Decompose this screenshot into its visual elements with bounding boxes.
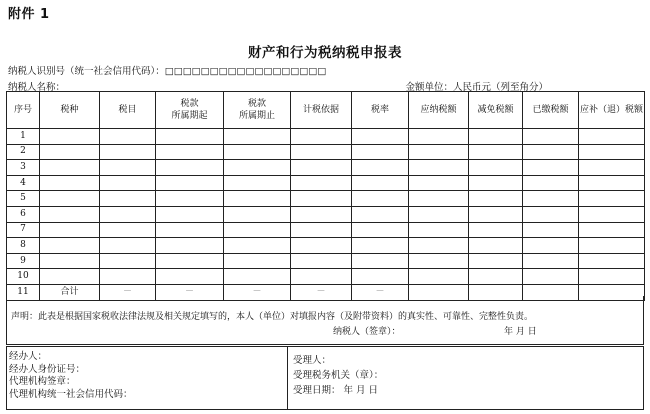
table-cell[interactable]: [224, 206, 291, 222]
handler-field[interactable]: 经办人：: [9, 351, 48, 362]
declaration-text: 声明：此表是根据国家税收法律法规及相关规定填写的，本人（单位）对填报内容（及附带资料）的真实性、可靠性、完整性负责。: [11, 312, 534, 322]
table-row: [7, 144, 645, 160]
table-cell[interactable]: [40, 191, 100, 207]
column-header: 税率: [352, 92, 409, 129]
table-cell[interactable]: [291, 222, 352, 238]
table-cell[interactable]: [100, 175, 156, 191]
table-cell[interactable]: [291, 191, 352, 207]
table-cell[interactable]: [523, 222, 579, 238]
column-header: 序号: [7, 92, 40, 129]
table-cell[interactable]: [224, 253, 291, 269]
table-cell[interactable]: [100, 222, 156, 238]
currency-unit-label: 金额单位：人民币元（列至角分）: [405, 82, 548, 93]
taxpayer-name-field[interactable]: 纳税人名称：: [8, 82, 66, 93]
table-cell[interactable]: [291, 269, 352, 285]
table-row: [7, 269, 645, 285]
table-cell[interactable]: [579, 269, 645, 285]
table-cell[interactable]: [352, 253, 409, 269]
table-cell[interactable]: [469, 160, 523, 176]
dash-cell: －: [352, 284, 409, 300]
table-cell[interactable]: [156, 160, 224, 176]
table-cell[interactable]: [579, 222, 645, 238]
table-row: [7, 206, 645, 222]
table-cell[interactable]: [40, 129, 100, 145]
attachment-label: 附件 1: [8, 7, 50, 22]
column-header: 应补（退）税额: [579, 92, 645, 129]
table-cell[interactable]: [523, 160, 579, 176]
table-cell[interactable]: [579, 238, 645, 254]
table-cell[interactable]: [523, 191, 579, 207]
table-cell[interactable]: [156, 175, 224, 191]
table-cell[interactable]: [409, 144, 469, 160]
table-cell[interactable]: [523, 144, 579, 160]
table-cell[interactable]: [224, 129, 291, 145]
row-index: 4: [7, 175, 40, 191]
row-index: 3: [7, 160, 40, 176]
table-cell[interactable]: [224, 160, 291, 176]
table-cell[interactable]: [100, 129, 156, 145]
table-cell[interactable]: [579, 191, 645, 207]
table-cell[interactable]: [156, 222, 224, 238]
table-cell[interactable]: [409, 238, 469, 254]
dash-cell: －: [100, 284, 156, 300]
table-cell[interactable]: [469, 144, 523, 160]
table-cell[interactable]: [579, 129, 645, 145]
taxpayer-id-field[interactable]: 纳税人识别号（统一社会信用代码）：□□□□□□□□□□□□□□□□□□: [8, 66, 327, 77]
column-header: 减免税额: [469, 92, 523, 129]
table-cell[interactable]: [579, 144, 645, 160]
table-cell[interactable]: [100, 269, 156, 285]
table-cell[interactable]: [100, 206, 156, 222]
column-header: 已缴税额: [523, 92, 579, 129]
handler-fields: [9, 351, 285, 401]
table-cell[interactable]: [40, 238, 100, 254]
table-cell[interactable]: [523, 206, 579, 222]
row-index: 7: [7, 222, 40, 238]
table-cell[interactable]: [100, 144, 156, 160]
table-cell[interactable]: [409, 222, 469, 238]
dash-cell: －: [291, 284, 352, 300]
table-cell[interactable]: [100, 191, 156, 207]
table-cell[interactable]: [579, 253, 645, 269]
table-cell[interactable]: [40, 222, 100, 238]
table-cell[interactable]: [409, 253, 469, 269]
row-index: 10: [7, 269, 40, 285]
table-header-row: [7, 92, 645, 129]
declaration-box: [6, 296, 644, 345]
table-cell[interactable]: [352, 144, 409, 160]
table-cell[interactable]: [469, 253, 523, 269]
table-cell[interactable]: [156, 238, 224, 254]
row-index: 8: [7, 238, 40, 254]
column-header: 计税依据: [291, 92, 352, 129]
table-cell[interactable]: [409, 206, 469, 222]
column-header: 税种: [40, 92, 100, 129]
table-row: [7, 129, 645, 145]
taxpayer-signature-field[interactable]: 纳税人（签章）：: [333, 327, 401, 337]
table-cell[interactable]: [224, 144, 291, 160]
handler-field[interactable]: 代理机构签章：: [9, 376, 76, 387]
table-cell[interactable]: [469, 191, 523, 207]
table-cell[interactable]: [469, 129, 523, 145]
section-divider: [287, 347, 288, 409]
table-cell[interactable]: [523, 238, 579, 254]
table-cell[interactable]: [156, 191, 224, 207]
table-cell[interactable]: [291, 160, 352, 176]
table-cell[interactable]: [100, 160, 156, 176]
declaration-date[interactable]: 年 月 日: [504, 327, 537, 337]
column-header: 应纳税额: [409, 92, 469, 129]
table-cell[interactable]: [523, 129, 579, 145]
table-cell[interactable]: [352, 175, 409, 191]
table-cell[interactable]: [100, 238, 156, 254]
table-cell[interactable]: [291, 175, 352, 191]
table-cell[interactable]: [579, 160, 645, 176]
table-cell[interactable]: [352, 129, 409, 145]
table-cell[interactable]: [523, 269, 579, 285]
table-row: [7, 238, 645, 254]
column-header: 税款 所属期起: [156, 92, 224, 129]
table-row: [7, 191, 645, 207]
handler-field[interactable]: 经办人身份证号：: [9, 363, 86, 375]
table-cell[interactable]: [224, 175, 291, 191]
table-cell[interactable]: [579, 206, 645, 222]
table-cell[interactable]: [469, 222, 523, 238]
row-index: 1: [7, 129, 40, 145]
table-cell[interactable]: [579, 175, 645, 191]
table-cell[interactable]: [40, 175, 100, 191]
table-cell[interactable]: [409, 160, 469, 176]
table-cell[interactable]: [409, 175, 469, 191]
row-index: 5: [7, 191, 40, 207]
table-cell[interactable]: [40, 144, 100, 160]
table-cell[interactable]: [352, 238, 409, 254]
table-row: [7, 222, 645, 238]
column-header: 税目: [100, 92, 156, 129]
table-cell[interactable]: [156, 206, 224, 222]
table-cell[interactable]: [409, 129, 469, 145]
table-cell[interactable]: [156, 253, 224, 269]
table-cell[interactable]: [352, 269, 409, 285]
table-row: [7, 160, 645, 176]
table-cell[interactable]: [40, 160, 100, 176]
table-cell[interactable]: [409, 191, 469, 207]
handler-field[interactable]: 代理机构统一社会信用代码：: [9, 388, 133, 400]
acceptance-fields: [293, 353, 383, 398]
total-label: 合计: [40, 284, 100, 300]
table-cell[interactable]: [224, 222, 291, 238]
table-row: [7, 175, 645, 191]
table-cell[interactable]: [291, 253, 352, 269]
dash-cell: －: [224, 284, 291, 300]
table-cell[interactable]: [291, 129, 352, 145]
handler-section: [6, 346, 644, 410]
row-index: 9: [7, 253, 40, 269]
table-cell[interactable]: [156, 129, 224, 145]
table-cell[interactable]: [469, 175, 523, 191]
table-cell[interactable]: [352, 206, 409, 222]
table-cell[interactable]: [224, 238, 291, 254]
table-row: [7, 253, 645, 269]
table-cell[interactable]: [40, 269, 100, 285]
table-cell[interactable]: [523, 253, 579, 269]
form-title: 财产和行为税纳税申报表: [248, 45, 402, 61]
table-cell[interactable]: [156, 144, 224, 160]
column-header: 税款 所属期止: [224, 92, 291, 129]
table-cell[interactable]: [40, 206, 100, 222]
table-cell[interactable]: [409, 269, 469, 285]
table-cell[interactable]: [224, 269, 291, 285]
row-index: 6: [7, 206, 40, 222]
table-cell[interactable]: [100, 253, 156, 269]
tax-declaration-table: [6, 91, 645, 301]
table-cell[interactable]: [224, 191, 291, 207]
acceptance-field[interactable]: 受理人：: [293, 355, 332, 366]
table-cell[interactable]: [469, 238, 523, 254]
table-cell[interactable]: [352, 160, 409, 176]
table-cell[interactable]: [469, 206, 523, 222]
row-index: 2: [7, 144, 40, 160]
dash-cell: －: [156, 284, 224, 300]
table-cell[interactable]: [523, 175, 579, 191]
table-cell[interactable]: [40, 253, 100, 269]
table-cell[interactable]: [291, 238, 352, 254]
row-index: 11: [7, 284, 40, 300]
acceptance-field[interactable]: 受理税务机关（章）：: [293, 370, 384, 381]
table-cell[interactable]: [352, 222, 409, 238]
table-cell[interactable]: [352, 191, 409, 207]
table-cell[interactable]: [291, 206, 352, 222]
table-cell[interactable]: [469, 269, 523, 285]
acceptance-field[interactable]: 受理日期： 年 月 日: [293, 385, 379, 396]
table-cell[interactable]: [156, 269, 224, 285]
table-cell[interactable]: [291, 144, 352, 160]
